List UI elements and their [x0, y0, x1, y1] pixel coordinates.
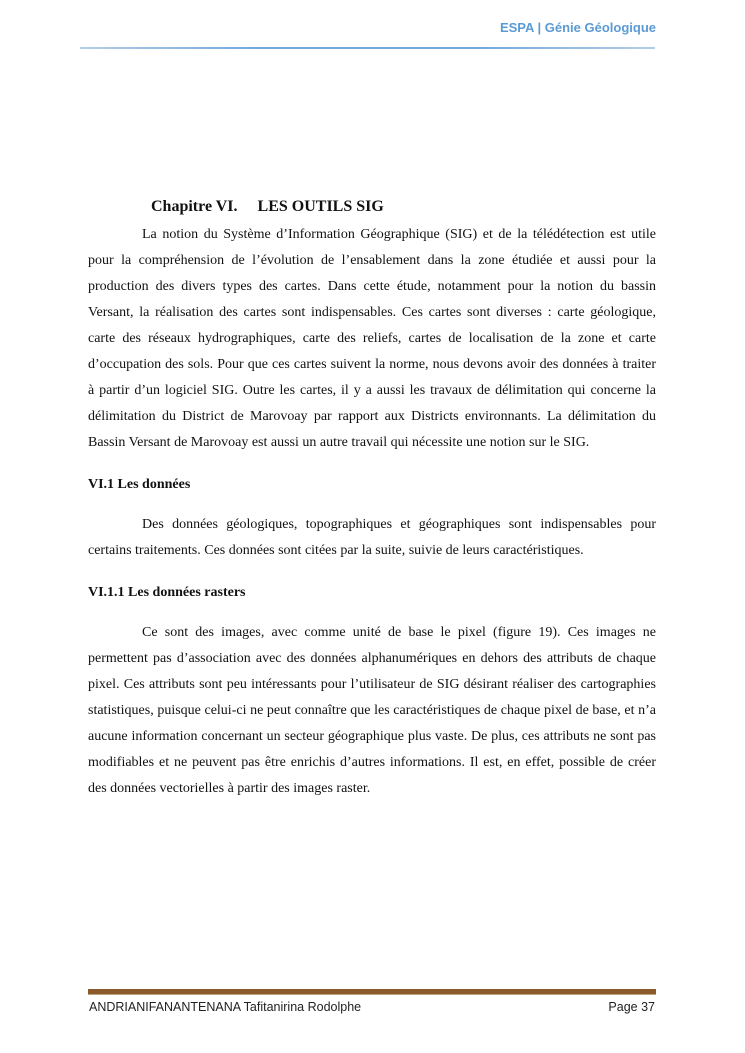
header-title: ESPA | Génie Géologique: [499, 20, 656, 35]
chapter-heading: [151, 198, 656, 216]
section-1-1-paragraph: Ce sont des images, avec comme unité de base le pixel (figure 19). Ces images ne permettent pas d’association avec des données alphanumériques en dehors des attributs de chaque pixel. Ces attributs sont peu intéressants pour l’utilisateur de SIG désirant réaliser des cartographies statistiques, puisque celui-ci ne peut connaître que les caractéristiques de chaque pixel de base, et n’a aucune information concernant un secteur géographique plus vaste. De plus, ces attributs ne sont pas modifiables et ne peuvent pas être enrichis d’autres informations. Il est, en effet, possible de créer des données vectorielles à partir des images raster.: [88, 625, 656, 796]
intro-paragraph: La notion du Système d’Information Géographique (SIG) et de la télédétection est utile pour la compréhension de l’évolution de l’ensablement dans la zone étudiée et aussi pour la production des divers types des cartes. Dans cette étude, notamment pour la notion du bassin Versant, la réalisation des cartes sont indispensables. Ces cartes sont diverses : carte géologique, carte des réseaux hydrographiques, carte des reliefs, cartes de localisation de la zone et carte d’occupation des sols. Pour que ces cartes suivent la norme, nous devons avoir des données à traiter à partir d’un logiciel SIG. Outre les cartes, il y a aussi les travaux de délimitation qui concerne la délimitation du District de Marovoay par rapport aux Districts environnants. La délimitation du Bassin Versant de Marovoay est aussi un autre travail qui nécessite une notion sur le SIG.: [88, 227, 656, 450]
footer-page-number: Page 37: [608, 1000, 655, 1014]
footer-divider: [88, 989, 656, 995]
section-heading-1: VI.1 Les données: [88, 477, 191, 492]
chapter-title: LES OUTILS SIG: [257, 198, 384, 215]
header-divider: [80, 47, 655, 49]
page-body: [88, 196, 656, 802]
section-1-paragraph: Des données géologiques, topographiques et géographiques sont indispensables pour certains traitements. Ces données sont citées par la suite, suivie de leurs caractéristiques.: [88, 517, 656, 558]
section-heading-1-1: VI.1.1 Les données rasters: [88, 585, 246, 600]
chapter-number: Chapitre VI.: [151, 198, 238, 215]
footer-author: ANDRIANIFANANTENANA Tafitanirina Rodolphe: [89, 1000, 362, 1014]
